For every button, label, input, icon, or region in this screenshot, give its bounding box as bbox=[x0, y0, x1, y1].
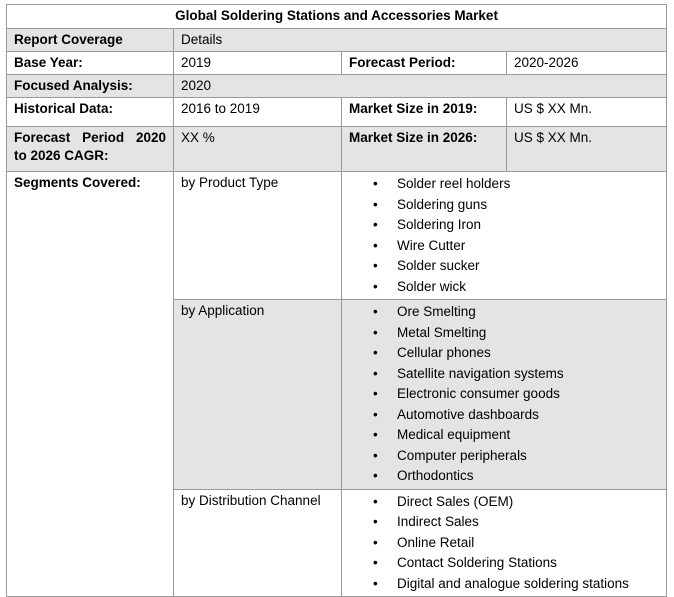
list-item: • Direct Sales (OEM) bbox=[349, 492, 659, 513]
market-report-table bbox=[6, 4, 667, 597]
forecast-period-value: 2020-2026 bbox=[507, 52, 667, 75]
segment-group-items bbox=[342, 300, 667, 490]
report-coverage-label: Report Coverage bbox=[7, 29, 174, 52]
segment-group-name: by Distribution Channel bbox=[174, 489, 342, 597]
list-item: • Ore Smelting bbox=[349, 302, 659, 323]
list-item: • Indirect Sales bbox=[349, 512, 659, 533]
list-item: • Cellular phones bbox=[349, 343, 659, 364]
list-item: • Medical equipment bbox=[349, 425, 659, 446]
cagr-label-line2: to 2026 CAGR: bbox=[14, 148, 109, 163]
historical-data-value: 2016 to 2019 bbox=[174, 98, 342, 127]
table-title: Global Soldering Stations and Accessories Market bbox=[7, 5, 667, 29]
segment-list-product-type bbox=[349, 174, 659, 297]
list-item: • Satellite navigation systems bbox=[349, 364, 659, 385]
market-size-2019-label: Market Size in 2019: bbox=[342, 98, 507, 127]
market-size-2026-label: Market Size in 2026: bbox=[342, 127, 507, 172]
list-item: • Online Retail bbox=[349, 533, 659, 554]
list-item: • Solder wick bbox=[349, 277, 659, 298]
focused-analysis-value: 2020 bbox=[174, 75, 667, 98]
list-item: • Electronic consumer goods bbox=[349, 384, 659, 405]
list-item: • Automotive dashboards bbox=[349, 405, 659, 426]
segment-list-distribution bbox=[349, 492, 659, 595]
segment-group-name: by Product Type bbox=[174, 172, 342, 300]
segment-group-name: by Application bbox=[174, 300, 342, 490]
list-item: • Contact Soldering Stations bbox=[349, 553, 659, 574]
list-item: • Computer peripherals bbox=[349, 446, 659, 467]
list-item: • Wire Cutter bbox=[349, 236, 659, 257]
list-item: • Metal Smelting bbox=[349, 323, 659, 344]
list-item: • Soldering Iron bbox=[349, 215, 659, 236]
report-coverage-value: Details bbox=[174, 29, 667, 52]
cagr-value: XX % bbox=[174, 127, 342, 172]
list-item: • Soldering guns bbox=[349, 195, 659, 216]
segment-group-items bbox=[342, 172, 667, 300]
historical-data-label: Historical Data: bbox=[7, 98, 174, 127]
base-year-value: 2019 bbox=[174, 52, 342, 75]
segments-covered-label: Segments Covered: bbox=[7, 172, 174, 597]
cagr-label-line1: Forecast Period 2020 bbox=[14, 130, 166, 145]
list-item: • Solder reel holders bbox=[349, 174, 659, 195]
list-item: • Digital and analogue soldering stations bbox=[349, 574, 659, 595]
list-item: • Orthodontics bbox=[349, 466, 659, 487]
focused-analysis-label: Focused Analysis: bbox=[7, 75, 174, 98]
base-year-label: Base Year: bbox=[7, 52, 174, 75]
market-size-2026-value: US $ XX Mn. bbox=[507, 127, 667, 172]
forecast-period-label: Forecast Period: bbox=[342, 52, 507, 75]
cagr-label bbox=[7, 127, 174, 172]
list-item: • Solder sucker bbox=[349, 256, 659, 277]
segment-list-application bbox=[349, 302, 659, 487]
market-size-2019-value: US $ XX Mn. bbox=[507, 98, 667, 127]
segment-group-items bbox=[342, 489, 667, 597]
